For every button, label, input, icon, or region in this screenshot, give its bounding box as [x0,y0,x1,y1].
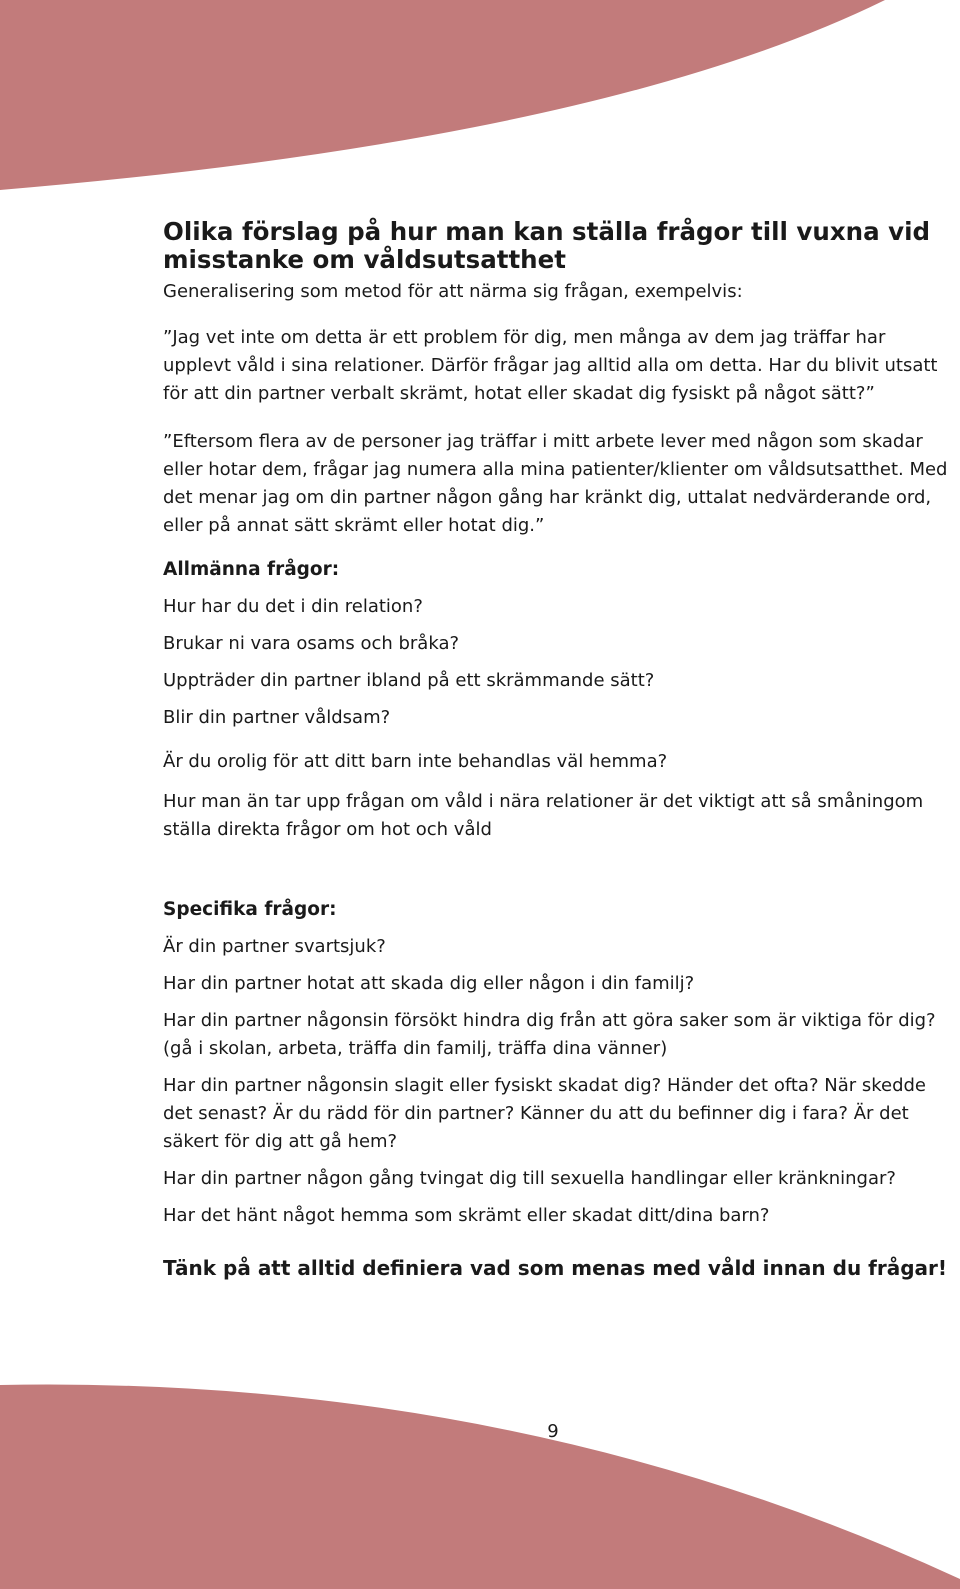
list-item: Uppträder din partner ibland på ett skrämmande sätt? [163,670,655,691]
page-content [163,218,953,1282]
list-item: Har din partner någonsin försökt hindra dig från att göra saker som är viktiga för dig? (gå i skolan, arbeta, träffa din familj, träffa dina vänner) [163,1010,936,1059]
example-quote: ”Jag vet inte om detta är ett problem för dig, men många av dem jag träffar har upplevt våld i sina relationer. Därför frågar jag alltid alla om detta. Har du blivit utsatt för att din partner verbalt skrämt, hotat eller skadat dig fysiskt på något sätt?” [163,327,938,404]
closing-reminder: Tänk på att alltid definiera vad som menas med våld innan du frågar! [163,1256,948,1280]
general-note: Hur man än tar upp frågan om våld i nära relationer är det viktigt att så småningom ställa direkta frågor om hot och våld [163,791,924,840]
top-decorative-curve [0,0,960,200]
general-questions-list [163,593,953,776]
page-subtitle: Generalisering som metod för att närma sig frågan, exempelvis: [163,281,743,302]
list-item: Blir din partner våldsam? [163,707,391,728]
specific-questions-list [163,933,953,1230]
general-questions-heading: Allmänna frågor: [163,559,340,580]
example-quote: ”Eftersom flera av de personer jag träffar i mitt arbete lever med någon som skadar eller hotar dem, frågar jag numera alla mina patienter/klienter om våldsutsatthet. Med det menar jag om din partner någon gång har kränkt dig, uttalat nedvärderande ord, eller på annat sätt skrämt eller hotat dig.” [163,431,948,536]
list-item: Har din partner hotat att skada dig eller någon i din familj? [163,973,695,994]
page-title: Olika förslag på hur man kan ställa frågor till vuxna vid misstanke om våldsutsatthet [163,217,931,274]
specific-questions-heading: Specifika frågor: [163,899,337,920]
list-item: Är din partner svartsjuk? [163,936,386,957]
bottom-decorative-curve [0,1370,960,1589]
list-item: Brukar ni vara osams och bråka? [163,633,460,654]
list-item: Har din partner någon gång tvingat dig till sexuella handlingar eller kränkningar? [163,1168,896,1189]
list-item: Har det hänt något hemma som skrämt eller skadat ditt/dina barn? [163,1205,770,1226]
list-item: Hur har du det i din relation? [163,596,423,617]
list-item: Är du orolig för att ditt barn inte behandlas väl hemma? [163,751,668,772]
list-item: Har din partner någonsin slagit eller fysiskt skadat dig? Händer det ofta? När skedde det senast? Är du rädd för din partner? Känner du att du befinner dig i fara? Är det säkert för dig att gå hem? [163,1075,927,1152]
page-number: 9 [547,1421,559,1442]
